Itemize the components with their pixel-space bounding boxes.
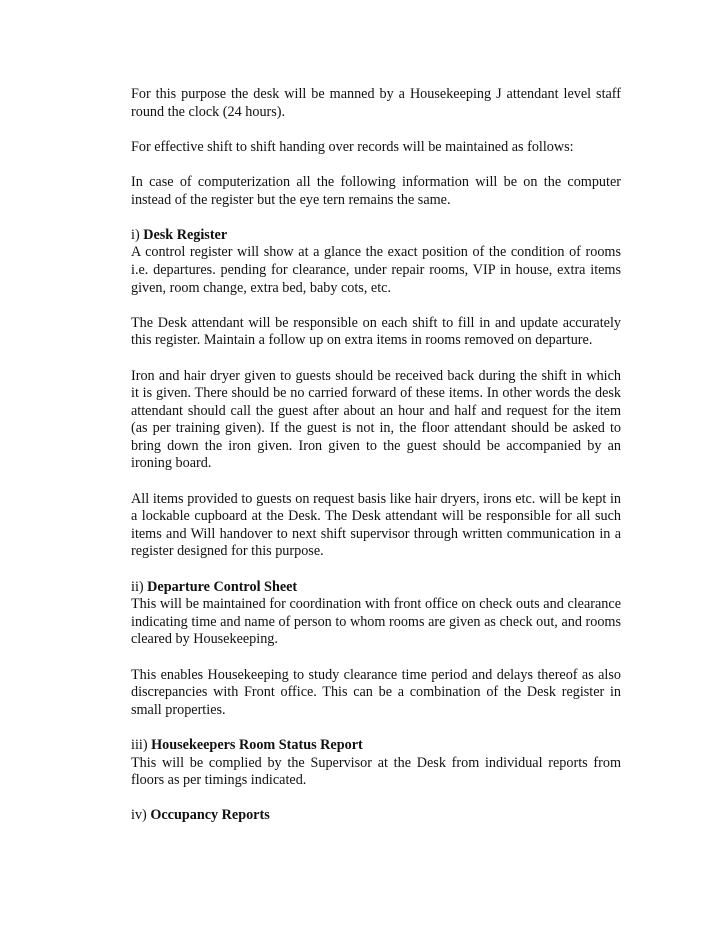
section-number: i) <box>131 226 140 243</box>
section-room-status <box>131 737 621 790</box>
section-heading: Desk Register <box>143 226 228 243</box>
section-heading: Departure Control Sheet <box>147 578 298 595</box>
section-occupancy <box>131 807 621 825</box>
section-desk-register <box>131 227 621 297</box>
section-body: A control register will show at a glance the exact position of the condition of rooms i.e. departures. pending for clearance, under repair rooms, VIP in house, extra items given, room change, extra bed, baby cots, etc. <box>131 244 621 296</box>
section-number: ii) <box>131 578 144 595</box>
section-number: iv) <box>131 807 147 824</box>
section-body: This will be maintained for coordination with front office on check outs and clearance indicating time and name of person to whom rooms are given as check out, and rooms cleared by Housekeeping. <box>131 596 621 648</box>
paragraph-shift-records: For effective shift to shift handing over records will be maintained as follows: <box>131 138 574 155</box>
paragraph-desk-manning: For this purpose the desk will be manned by a Housekeeping J attendant level staff round the clock (24 hours). <box>131 86 621 120</box>
paragraph-desk-attendant: The Desk attendant will be responsible on each shift to fill in and update accurately this register. Maintain a follow up on extra items in rooms removed on departure. <box>131 314 621 349</box>
paragraph-iron-hair-dryer: Iron and hair dryer given to guests should be received back during the shift in which it is given. There should be no carried forward of these items. In other words the desk attendant should call the guest after about an hour and half and request for the item (as per training given). If the guest is not in, the floor attendant should be asked to bring down the iron given. Iron given to the guest should be accompanied by an ironing board. <box>131 367 621 472</box>
section-heading: Occupancy Reports <box>150 807 270 824</box>
section-number: iii) <box>131 736 148 753</box>
document-page <box>131 86 621 843</box>
section-heading: Housekeepers Room Status Report <box>151 736 363 753</box>
section-body: This will be complied by the Supervisor at the Desk from individual reports from floors as per timings indicated. <box>131 754 621 789</box>
paragraph-items-cupboard: All items provided to guests on request basis like hair dryers, irons etc. will be kept in a lockable cupboard at the Desk. The Desk attendant will be responsible for all such items and Will handover to next shift supervisor through written communication in a register designed for this purpose. <box>131 490 621 560</box>
section-departure-control <box>131 579 621 649</box>
paragraph-clearance-study: This enables Housekeeping to study clearance time period and delays thereof as also discrepancies with Front office. This can be a combination of the Desk register in small properties. <box>131 666 621 718</box>
paragraph-computerization: In case of computerization all the following information will be on the computer instead of the register but the eye tern remains the same. <box>131 173 621 208</box>
